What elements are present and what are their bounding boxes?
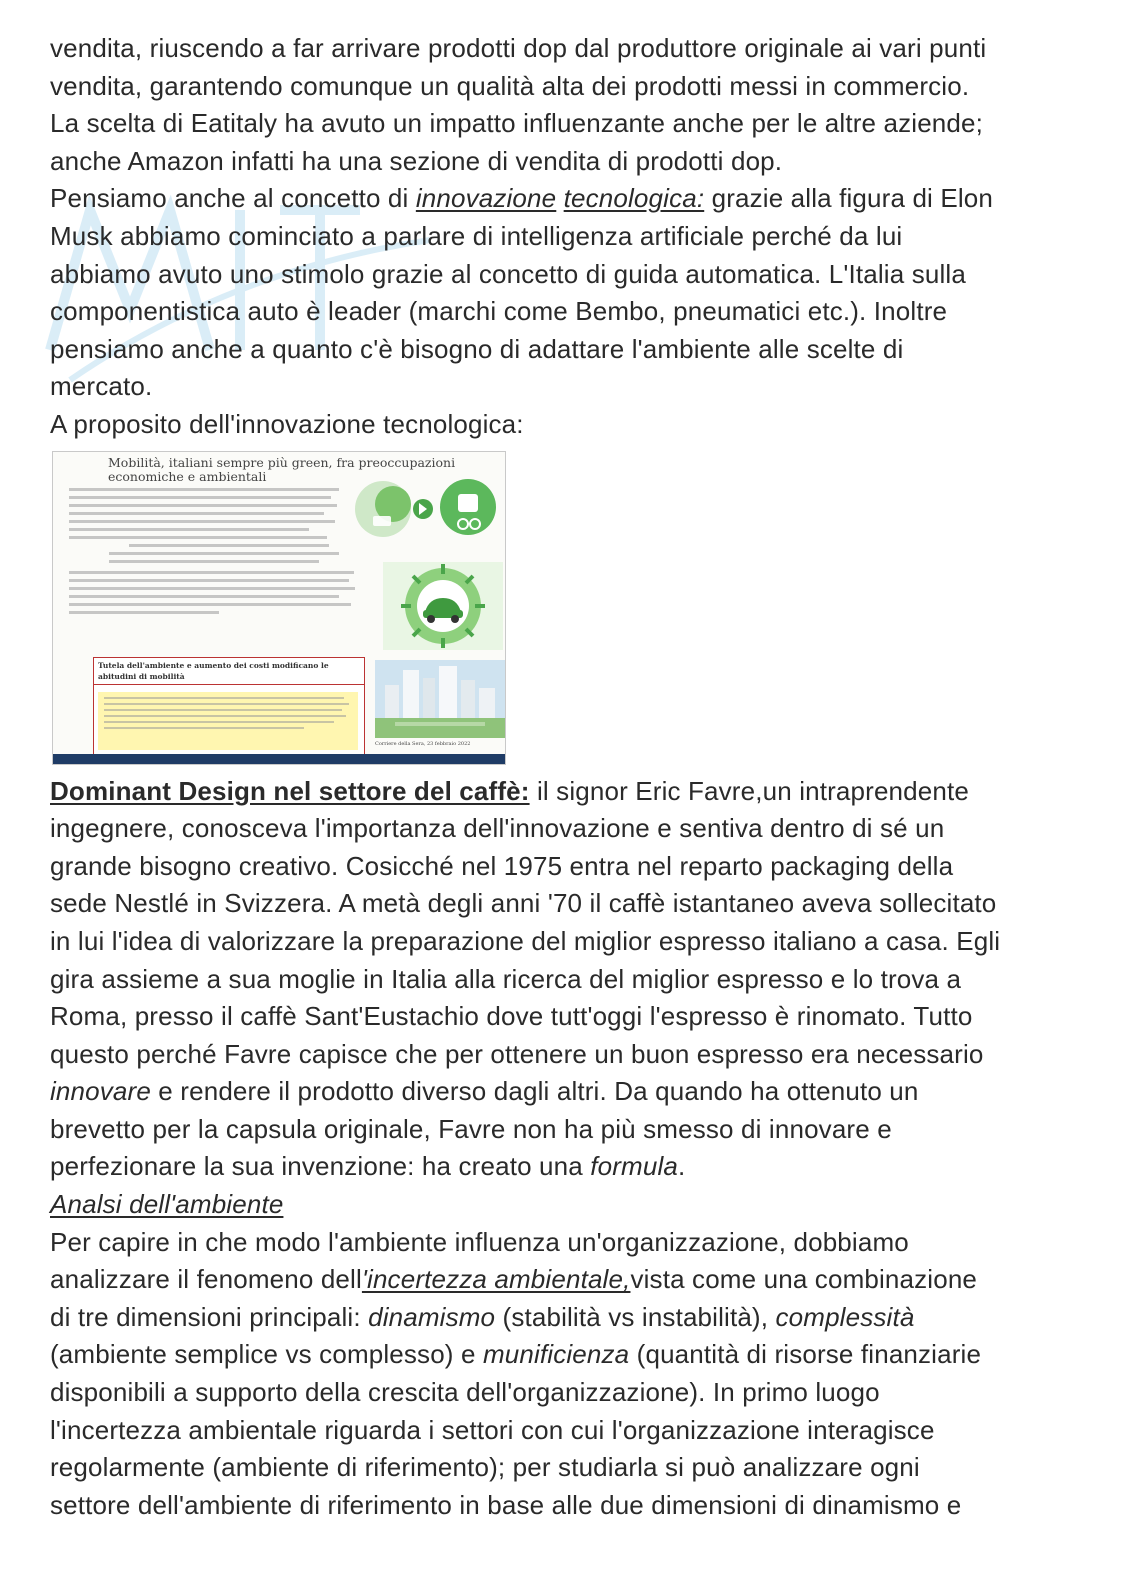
- text-line: vendita, garantendo comunque un qualità alta dei prodotti messi in commercio.: [50, 70, 970, 101]
- text-line: Musk abbiamo cominciato a parlare di intelligenza artificiale perché da lui: [50, 220, 903, 251]
- article-body-text: [69, 488, 359, 619]
- text-line: Roma, presso il caffè Sant'Eustachio dove tutt'oggi l'espresso è rinomato. Tutto: [50, 1001, 973, 1032]
- text-line: disponibili a supporto della crescita dell'organizzazione). In primo luogo: [50, 1377, 880, 1408]
- text-line: [50, 773, 1080, 811]
- text-span: grazie alla figura di Elon: [704, 183, 993, 214]
- text-line: pensiamo anche a quanto c'è bisogno di adattare l'ambiente alle scelte di: [50, 333, 904, 364]
- emphasis-innovazione: innovazione: [415, 183, 557, 214]
- text-span: analizzare il fenomeno dell: [50, 1264, 362, 1295]
- box-yellow-text: [98, 692, 358, 750]
- article-title: Mobilità, italiani sempre più green, fra preoccupazioni economiche e ambientali: [108, 454, 456, 484]
- text-line: [50, 1299, 1080, 1337]
- text-line: gira assieme a sua moglie in Italia alla ricerca del miglior espresso e lo trova a: [50, 963, 962, 994]
- text-line: grande bisogno creativo. Cosicché nel 1975 entra nel reparto packaging della: [50, 850, 954, 881]
- emphasis-formula: formula: [590, 1151, 679, 1182]
- article-bottom-bar: [53, 754, 505, 764]
- text-line: sede Nestlé in Svizzera. A metà degli anni '70 il caffè istantaneo aveva sollecitato: [50, 888, 997, 919]
- city-skyline-photo: [375, 660, 505, 738]
- text-line: mercato.: [50, 371, 153, 402]
- text-line: [50, 1073, 1080, 1111]
- text-span: vista come una combinazione: [630, 1264, 978, 1295]
- text-span: .: [678, 1151, 686, 1182]
- document-page: [50, 30, 1080, 1524]
- text-line: [50, 180, 1080, 218]
- text-line: [50, 1336, 1080, 1374]
- text-line: [50, 1261, 1080, 1299]
- text-line: abbiamo avuto uno stimolo grazie al concetto di guida automatica. L'Italia sulla: [50, 258, 966, 289]
- text-line: Per capire in che modo l'ambiente influenza un'organizzazione, dobbiamo: [50, 1226, 909, 1257]
- text-line: questo perché Favre capisce che per ottenere un buon espresso era necessario: [50, 1038, 984, 1069]
- text-span: Pensiamo anche al concetto di: [50, 183, 416, 214]
- text-span: (ambiente semplice vs complesso) e: [50, 1339, 483, 1370]
- text-line: l'incertezza ambientale riguarda i settori con cui l'organizzazione interagisce: [50, 1414, 935, 1445]
- text-line: [50, 1148, 1080, 1186]
- text-line: anche Amazon infatti ha una sezione di vendita di prodotti dop.: [50, 145, 783, 176]
- article-highlight-box: [93, 657, 365, 757]
- emphasis-tecnologica: tecnologica:: [563, 183, 705, 214]
- emphasis-complessita: complessità: [775, 1301, 915, 1332]
- green-car-illustration: [383, 562, 503, 650]
- text-span: perfezionare la sua invenzione: ha creato una: [50, 1151, 591, 1182]
- emphasis-munificienza: munificienza: [482, 1339, 630, 1370]
- emphasis-dinamismo: dinamismo: [368, 1301, 496, 1332]
- text-line: A proposito dell'innovazione tecnologica:: [50, 408, 524, 439]
- text-line: settore dell'ambiente di riferimento in base alle due dimensioni di dinamismo e: [50, 1489, 962, 1520]
- box-title: Tutela dell'ambiente e aumento dei costi modificano le abitudini di mobilità: [94, 658, 364, 685]
- text-line: in lui l'idea di valorizzare la preparazione del miglior espresso italiano a casa. Egli: [50, 925, 1001, 956]
- heading-dominant-design: Dominant Design nel settore del caffè:: [50, 775, 530, 806]
- article-caption: Corriere della Sera, 23 febbraio 2022: [375, 740, 471, 747]
- text-span: il signor Eric Favre,un intraprendente: [529, 775, 969, 806]
- text-span: (stabilità vs instabilità),: [495, 1301, 776, 1332]
- text-line: componentistica auto è leader (marchi come Bembo, pneumatici etc.). Inoltre: [50, 296, 948, 327]
- transport-icons: [353, 474, 503, 544]
- text-line: ingegnere, conosceva l'importanza dell'innovazione e sentiva dentro di sé un: [50, 813, 945, 844]
- text-line: La scelta di Eatitaly ha avuto un impatto influenzante anche per le altre aziende;: [50, 108, 984, 139]
- section-heading: Analsi dell'ambiente: [50, 1189, 284, 1220]
- text-span: e rendere il prodotto diverso dagli altri. Da quando ha ottenuto un: [150, 1076, 919, 1107]
- emphasis-innovare: innovare: [50, 1076, 151, 1107]
- text-span: (quantità di risorse finanziarie: [629, 1339, 982, 1370]
- text-line: vendita, riuscendo a far arrivare prodotti dop dal produttore originale ai vari punti: [50, 33, 987, 63]
- text-span: di tre dimensioni principali:: [50, 1301, 369, 1332]
- text-line: brevetto per la capsula originale, Favre non ha più smesso di innovare e: [50, 1113, 892, 1144]
- emphasis-incertezza-ambientale: 'incertezza ambientale,: [361, 1264, 631, 1295]
- article-image: [52, 451, 506, 765]
- text-line: regolarmente (ambiente di riferimento); per studiarla si può analizzare ogni: [50, 1452, 920, 1483]
